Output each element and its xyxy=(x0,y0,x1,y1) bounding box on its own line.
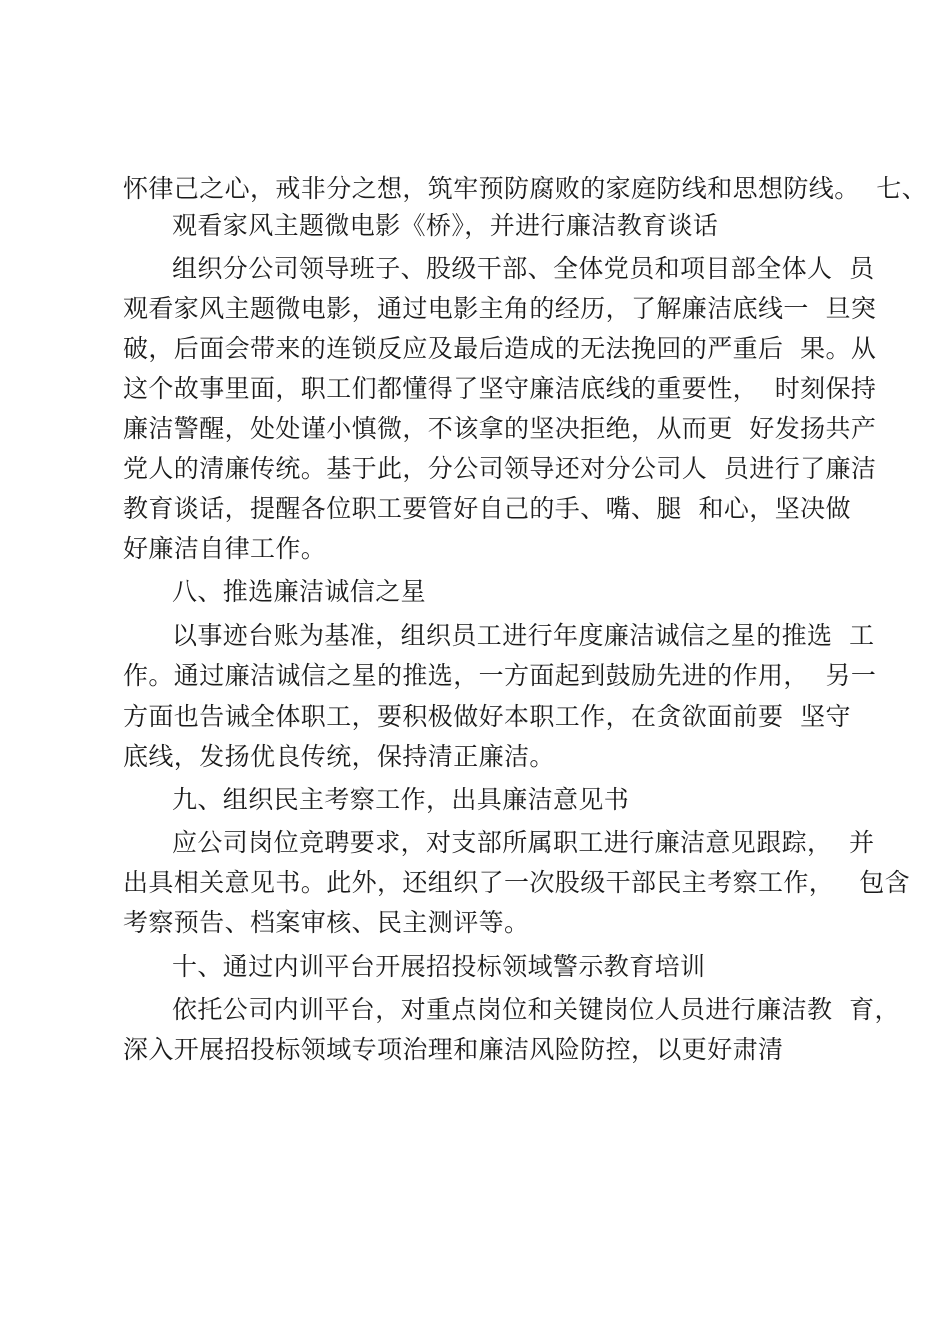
text-line: 应公司岗位竞聘要求，对支部所属职工进行廉洁意见跟踪， 并 xyxy=(172,828,875,857)
section-heading: 八、推选廉洁诚信之星 xyxy=(172,577,427,606)
text-line: 党人的清廉传统。基于此，分公司领导还对分公司人 员进行了廉洁 xyxy=(123,454,877,483)
text-line: 作。通过廉洁诚信之星的推选，一方面起到鼓励先进的作用， 另一 xyxy=(123,661,877,690)
section-heading: 九、组织民主考察工作，出具廉洁意见书 xyxy=(172,785,630,814)
text-line: 出具相关意见书。此外，还组织了一次股级干部民主考察工作， 包含 xyxy=(123,868,911,897)
text-line: 方面也告诫全体职工，要积极做好本职工作，在贪欲面前要 坚守 xyxy=(123,702,851,731)
text-line: 考察预告、档案审核、民主测评等。 xyxy=(123,908,530,937)
text-line: 以事迹台账为基准，组织员工进行年度廉洁诚信之星的推选 工 xyxy=(172,621,875,650)
text-line: 怀律己之心，戒非分之想，筑牢预防腐败的家庭防线和思想防线。 七、 xyxy=(123,174,928,203)
text-line: 好廉洁自律工作。 xyxy=(123,534,327,563)
text-line: 深入开展招投标领域专项治理和廉洁风险防控，以更好肃清 xyxy=(123,1035,784,1064)
text-line: 教育谈话，提醒各位职工要管好自己的手、嘴、腿 和心，坚决做 xyxy=(123,494,851,523)
text-line: 依托公司内训平台，对重点岗位和关键岗位人员进行廉洁教 育， xyxy=(172,995,900,1024)
text-line: 组织分公司领导班子、股级干部、全体党员和项目部全体人 员 xyxy=(172,254,875,283)
text-line: 破，后面会带来的连锁反应及最后造成的无法挽回的严重后 果。从 xyxy=(123,334,877,363)
text-line: 廉洁警醒，处处谨小慎微，不该拿的坚决拒绝，从而更 好发扬共产 xyxy=(123,414,877,443)
text-line: 观看家风主题微电影，通过电影主角的经历，了解廉洁底线一 旦突 xyxy=(123,294,877,323)
text-line: 底线，发扬优良传统，保持清正廉洁。 xyxy=(123,742,555,771)
section-heading: 观看家风主题微电影《桥》，并进行廉洁教育谈话 xyxy=(172,211,719,240)
text-line: 这个故事里面，职工们都懂得了坚守廉洁底线的重要性， 时刻保持 xyxy=(123,374,877,403)
section-heading: 十、通过内训平台开展招投标领域警示教育培训 xyxy=(172,952,706,981)
